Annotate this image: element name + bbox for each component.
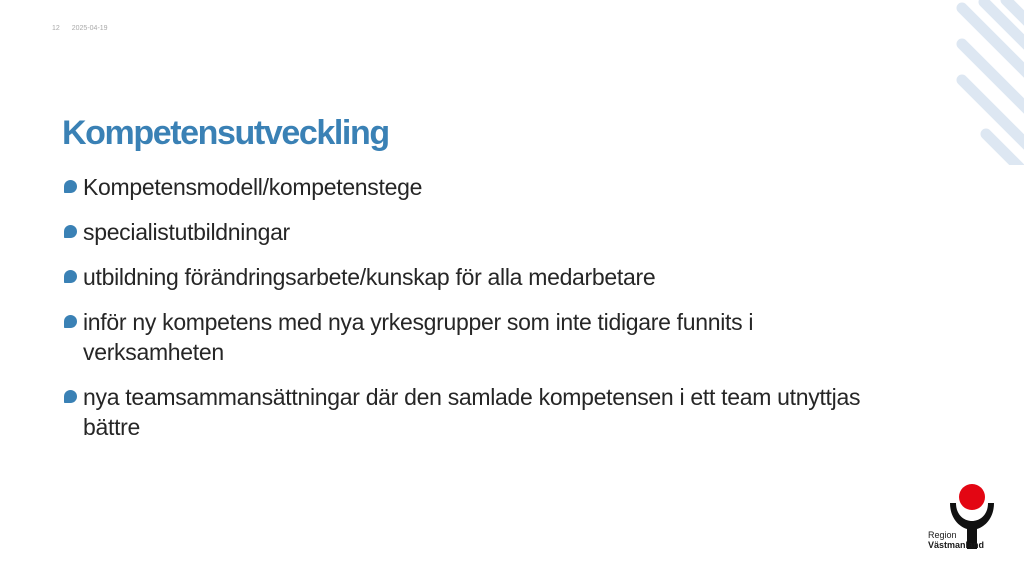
slide-title: Kompetensutveckling (62, 114, 389, 152)
speech-bubble-dot-icon (64, 180, 77, 193)
bullet-item (62, 382, 892, 442)
logo-line-region: Region (928, 530, 957, 540)
bullet-text: utbildning förändringsarbete/kunskap för alla medarbetare (83, 264, 656, 290)
speech-bubble-dot-icon (64, 390, 77, 403)
bullet-item (62, 217, 892, 247)
slide-meta (52, 25, 108, 32)
bullet-text: inför ny kompetens med nya yrkesgrupper som inte tidigare funnits i verksamheten (83, 309, 754, 365)
diagonal-stripes-icon (954, 0, 1024, 165)
speech-bubble-dot-icon (64, 270, 77, 283)
speech-bubble-dot-icon (64, 315, 77, 328)
bullet-text: Kompetensmodell/kompetenstege (83, 174, 423, 200)
bullet-text: specialistutbildningar (83, 219, 290, 245)
bullet-text: nya teamsammansättningar där den samlade kompetensen i ett team utnyttjas bättre (83, 384, 861, 440)
slide-date: 2025-04-19 (71, 25, 108, 32)
logo-line-vastmanland: Västmanland (928, 540, 985, 550)
logo-wordmark (928, 530, 984, 550)
slide-number: 12 (52, 25, 60, 32)
bullet-item (62, 307, 892, 367)
bullet-list (62, 172, 892, 457)
speech-bubble-dot-icon (64, 225, 77, 238)
region-vastmanland-logo (926, 483, 1006, 553)
bullet-item (62, 172, 892, 202)
bullet-item (62, 262, 892, 292)
